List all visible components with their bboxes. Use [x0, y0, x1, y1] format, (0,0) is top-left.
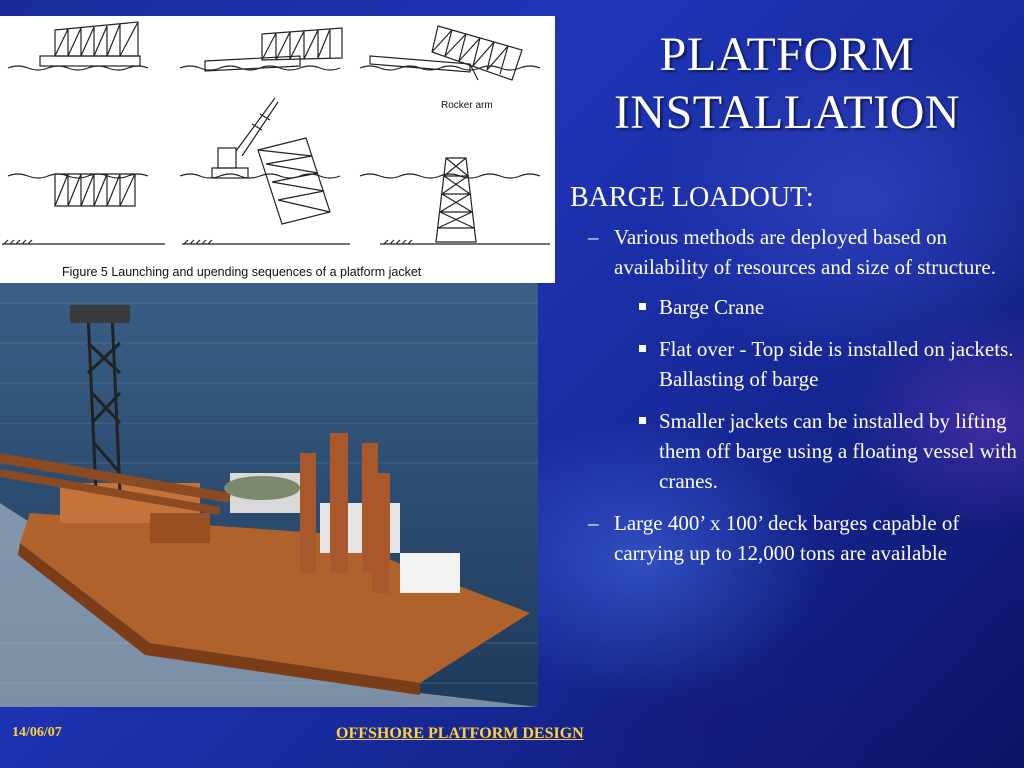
section-heading: BARGE LOADOUT: — [570, 182, 814, 213]
jacket-launch-figure — [0, 16, 555, 283]
bullet-text: Various methods are deployed based on availability of resources and size of structure. — [614, 225, 996, 279]
slide-title — [560, 26, 1014, 142]
footer-date: 14/06/07 — [12, 725, 62, 740]
barge-photo-image — [0, 283, 538, 707]
sub-bullet-barge-crane — [570, 292, 1020, 322]
sub-bullet-text: Smaller jackets can be installed by lifting them off barge using a floating vessel with cranes. — [659, 409, 1017, 493]
dash-bullet-icon: – — [588, 511, 599, 535]
footer-title: OFFSHORE PLATFORM DESIGN — [336, 725, 584, 742]
figure-caption: Figure 5 Launching and upending sequences of a platform jacket — [62, 265, 422, 279]
square-bullet-icon — [639, 417, 646, 424]
slide-title-line2: INSTALLATION — [613, 86, 961, 139]
dash-bullet-icon: – — [588, 225, 599, 249]
rocker-arm-label: Rocker arm — [441, 100, 493, 111]
slide-title-line1: PLATFORM — [659, 28, 915, 81]
square-bullet-icon — [639, 303, 646, 310]
sub-bullet-text: Flat over - Top side is installed on jackets. Ballasting of barge — [659, 337, 1014, 391]
sub-bullet-smaller-jackets — [570, 406, 1020, 496]
sub-bullet-flat-over — [570, 334, 1020, 394]
slide-content — [570, 180, 1020, 578]
jacket-sequence-drawing — [0, 16, 555, 283]
sub-bullet-text: Barge Crane — [659, 295, 765, 319]
square-bullet-icon — [639, 345, 646, 352]
bullet-large-barges — [570, 508, 1020, 568]
barge-photo — [0, 283, 538, 707]
bullet-text: Large 400’ x 100’ deck barges capable of carrying up to 12,000 tons are available — [614, 511, 960, 565]
bullet-various-methods — [570, 222, 1020, 282]
